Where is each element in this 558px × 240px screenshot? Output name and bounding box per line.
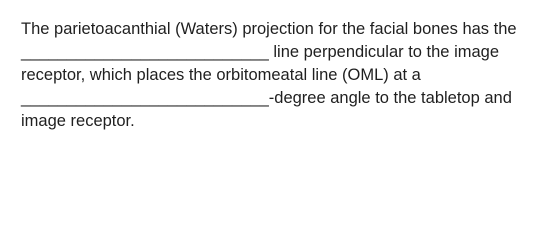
fill-in-blank-2: ___________________________ — [21, 89, 269, 107]
question-text — [21, 18, 551, 133]
question-text-part-3: -degree angle to the tabletop and image receptor. — [21, 89, 512, 130]
question-text-part-1: The parietoacanthial (Waters) projection for the facial bones has the — [21, 20, 517, 38]
fill-in-blank-1: ___________________________ — [21, 43, 269, 61]
question-text-part-2: line perpendicular to the image receptor, which places the orbitomeatal line (OML) at a — [21, 43, 500, 84]
